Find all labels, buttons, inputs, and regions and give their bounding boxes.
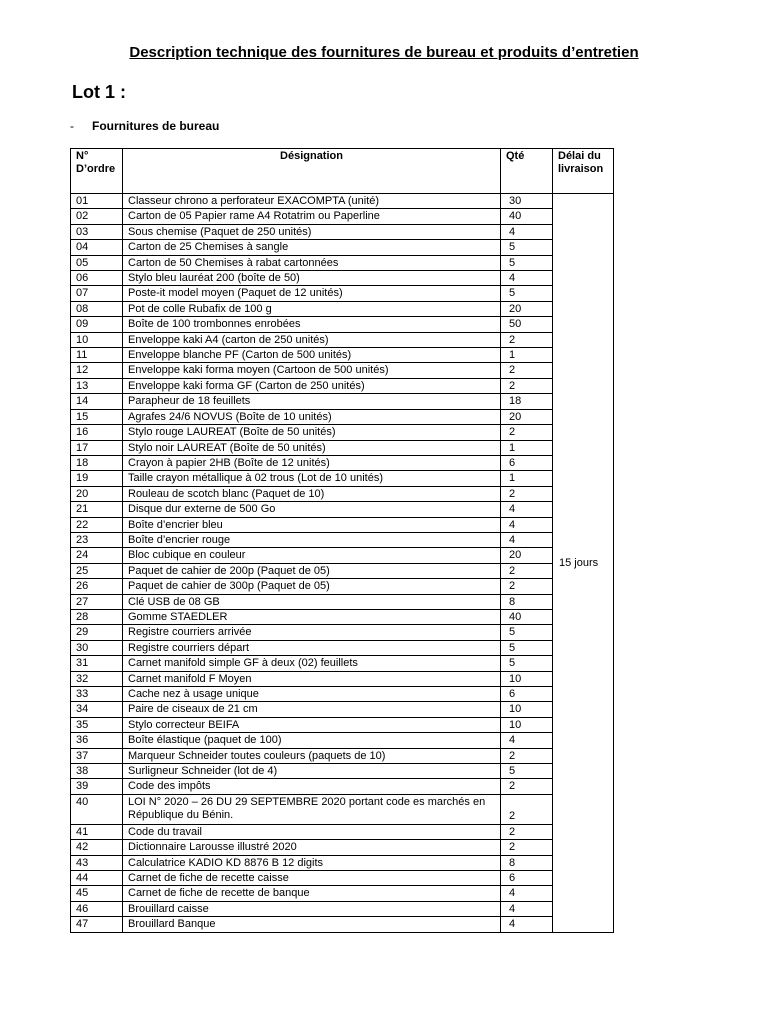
cell-qte: 2 [501, 332, 553, 347]
cell-num: 03 [71, 224, 123, 239]
cell-num: 29 [71, 625, 123, 640]
table-row [71, 363, 614, 378]
cell-num: 22 [71, 517, 123, 532]
table-row [71, 224, 614, 239]
cell-designation: Carton de 25 Chemises à sangle [123, 240, 501, 255]
cell-num: 44 [71, 871, 123, 886]
cell-designation: Carnet manifold simple GF à deux (02) feuillets [123, 656, 501, 671]
cell-num: 28 [71, 609, 123, 624]
cell-designation: Bloc cubique en couleur [123, 548, 501, 563]
cell-designation: Classeur chrono a perforateur EXACOMPTA (unité) [123, 194, 501, 209]
cell-qte: 2 [501, 486, 553, 501]
table-row [71, 702, 614, 717]
cell-designation: Crayon à papier 2HB (Boîte de 12 unités) [123, 455, 501, 470]
cell-qte: 6 [501, 455, 553, 470]
cell-designation: Carton de 05 Papier rame A4 Rotatrim ou Paperline [123, 209, 501, 224]
cell-num: 10 [71, 332, 123, 347]
cell-delai: 15 jours [553, 194, 614, 933]
table-row [71, 255, 614, 270]
table-row [71, 901, 614, 916]
cell-qte: 5 [501, 286, 553, 301]
cell-num: 04 [71, 240, 123, 255]
cell-num: 24 [71, 548, 123, 563]
cell-qte: 40 [501, 209, 553, 224]
table-row [71, 548, 614, 563]
cell-num: 05 [71, 255, 123, 270]
cell-designation: Stylo rouge LAUREAT (Boîte de 50 unités) [123, 425, 501, 440]
table-row [71, 794, 614, 824]
table-row [71, 502, 614, 517]
cell-qte: 10 [501, 717, 553, 732]
cell-qte: 2 [501, 824, 553, 839]
cell-num: 31 [71, 656, 123, 671]
cell-num: 11 [71, 348, 123, 363]
cell-designation: Marqueur Schneider toutes couleurs (paquets de 10) [123, 748, 501, 763]
header-designation: Désignation [123, 149, 501, 194]
cell-qte: 2 [501, 748, 553, 763]
cell-num: 16 [71, 425, 123, 440]
cell-designation: Stylo noir LAUREAT (Boîte de 50 unités) [123, 440, 501, 455]
cell-num: 01 [71, 194, 123, 209]
table-row [71, 917, 614, 932]
cell-qte: 2 [501, 425, 553, 440]
cell-designation: Rouleau de scotch blanc (Paquet de 10) [123, 486, 501, 501]
cell-designation: Agrafes 24/6 NOVUS (Boîte de 10 unités) [123, 409, 501, 424]
table-row [71, 717, 614, 732]
cell-qte: 5 [501, 625, 553, 640]
cell-qte: 6 [501, 871, 553, 886]
cell-qte: 5 [501, 640, 553, 655]
table-row [71, 671, 614, 686]
table-row [71, 455, 614, 470]
lot-heading: Lot 1 : [72, 82, 126, 102]
cell-qte: 4 [501, 224, 553, 239]
cell-designation: LOI N° 2020 – 26 DU 29 SEPTEMBRE 2020 portant code es marchés en République du Bénin. [123, 794, 501, 824]
cell-qte: 1 [501, 348, 553, 363]
table-row [71, 824, 614, 839]
cell-qte: 4 [501, 733, 553, 748]
cell-num: 36 [71, 733, 123, 748]
cell-qte: 18 [501, 394, 553, 409]
cell-num: 39 [71, 779, 123, 794]
cell-num: 19 [71, 471, 123, 486]
cell-num: 45 [71, 886, 123, 901]
header-qte: Qté [501, 149, 553, 194]
table-row [71, 517, 614, 532]
cell-qte: 4 [501, 886, 553, 901]
cell-designation: Enveloppe kaki A4 (carton de 250 unités) [123, 332, 501, 347]
cell-num: 06 [71, 271, 123, 286]
cell-designation: Parapheur de 18 feuillets [123, 394, 501, 409]
cell-num: 42 [71, 840, 123, 855]
cell-qte: 20 [501, 409, 553, 424]
cell-designation: Registre courriers arrivée [123, 625, 501, 640]
cell-designation: Brouillard Banque [123, 917, 501, 932]
cell-num: 25 [71, 563, 123, 578]
cell-qte: 20 [501, 301, 553, 316]
cell-qte: 2 [501, 563, 553, 578]
cell-qte: 20 [501, 548, 553, 563]
cell-qte: 4 [501, 517, 553, 532]
table-body [71, 194, 614, 933]
cell-num: 08 [71, 301, 123, 316]
cell-designation: Cache nez à usage unique [123, 687, 501, 702]
cell-designation: Boîte de 100 trombonnes enrobées [123, 317, 501, 332]
cell-designation: Boîte d’encrier bleu [123, 517, 501, 532]
table-row [71, 886, 614, 901]
cell-designation: Registre courriers départ [123, 640, 501, 655]
cell-num: 37 [71, 748, 123, 763]
cell-qte: 5 [501, 240, 553, 255]
table-row [71, 471, 614, 486]
cell-num: 20 [71, 486, 123, 501]
table-row [71, 687, 614, 702]
cell-qte: 50 [501, 317, 553, 332]
cell-qte: 10 [501, 702, 553, 717]
cell-qte: 4 [501, 271, 553, 286]
table-row [71, 855, 614, 870]
cell-qte: 10 [501, 671, 553, 686]
cell-num: 17 [71, 440, 123, 455]
section-heading [70, 119, 219, 133]
cell-designation: Code des impôts [123, 779, 501, 794]
cell-designation: Paire de ciseaux de 21 cm [123, 702, 501, 717]
cell-num: 14 [71, 394, 123, 409]
table-row [71, 194, 614, 209]
cell-num: 09 [71, 317, 123, 332]
cell-designation: Dictionnaire Larousse illustré 2020 [123, 840, 501, 855]
cell-num: 43 [71, 855, 123, 870]
bullet-dash: - [70, 119, 74, 133]
cell-designation: Carnet de fiche de recette de banque [123, 886, 501, 901]
cell-num: 26 [71, 579, 123, 594]
cell-qte: 4 [501, 532, 553, 547]
cell-qte: 8 [501, 594, 553, 609]
table-row [71, 348, 614, 363]
cell-num: 47 [71, 917, 123, 932]
cell-qte: 4 [501, 502, 553, 517]
table-row [71, 394, 614, 409]
cell-designation: Surligneur Schneider (lot de 4) [123, 764, 501, 779]
cell-designation: Stylo bleu lauréat 200 (boîte de 50) [123, 271, 501, 286]
table-row [71, 748, 614, 763]
cell-designation: Pot de colle Rubafix de 100 g [123, 301, 501, 316]
table-row [71, 625, 614, 640]
cell-designation: Clé USB de 08 GB [123, 594, 501, 609]
cell-num: 46 [71, 901, 123, 916]
table-row [71, 532, 614, 547]
section-title: Fournitures de bureau [92, 119, 220, 133]
table-row [71, 286, 614, 301]
table-row [71, 332, 614, 347]
table-row [71, 209, 614, 224]
cell-qte: 2 [501, 579, 553, 594]
cell-designation: Poste-it model moyen (Paquet de 12 unités) [123, 286, 501, 301]
cell-num: 34 [71, 702, 123, 717]
table-row [71, 594, 614, 609]
table-row [71, 271, 614, 286]
table-row [71, 640, 614, 655]
table-row [71, 409, 614, 424]
table-row [71, 440, 614, 455]
table-row [71, 871, 614, 886]
cell-designation: Taille crayon métallique à 02 trous (Lot de 10 unités) [123, 471, 501, 486]
cell-qte: 2 [501, 794, 553, 824]
cell-num: 41 [71, 824, 123, 839]
table-row [71, 579, 614, 594]
document-title: Description technique des fournitures de bureau et produits d’entretien [129, 44, 639, 61]
cell-num: 32 [71, 671, 123, 686]
table-row [71, 840, 614, 855]
cell-qte: 5 [501, 764, 553, 779]
cell-designation: Carnet de fiche de recette caisse [123, 871, 501, 886]
table-row [71, 563, 614, 578]
cell-designation: Enveloppe kaki forma moyen (Cartoon de 500 unités) [123, 363, 501, 378]
cell-num: 15 [71, 409, 123, 424]
cell-num: 18 [71, 455, 123, 470]
cell-qte: 8 [501, 855, 553, 870]
cell-qte: 6 [501, 687, 553, 702]
cell-num: 02 [71, 209, 123, 224]
cell-qte: 4 [501, 917, 553, 932]
table-row [71, 733, 614, 748]
cell-num: 33 [71, 687, 123, 702]
cell-designation: Gomme STAEDLER [123, 609, 501, 624]
cell-qte: 2 [501, 378, 553, 393]
table-row [71, 317, 614, 332]
cell-qte: 2 [501, 840, 553, 855]
cell-num: 13 [71, 378, 123, 393]
cell-designation: Brouillard caisse [123, 901, 501, 916]
cell-designation: Paquet de cahier de 300p (Paquet de 05) [123, 579, 501, 594]
cell-designation: Boîte élastique (paquet de 100) [123, 733, 501, 748]
cell-designation: Paquet de cahier de 200p (Paquet de 05) [123, 563, 501, 578]
supplies-table [70, 148, 614, 933]
cell-designation: Stylo correcteur BEIFA [123, 717, 501, 732]
table-row [71, 301, 614, 316]
cell-designation: Sous chemise (Paquet de 250 unités) [123, 224, 501, 239]
cell-num: 38 [71, 764, 123, 779]
cell-qte: 30 [501, 194, 553, 209]
cell-num: 27 [71, 594, 123, 609]
cell-qte: 5 [501, 255, 553, 270]
cell-num: 30 [71, 640, 123, 655]
header-delai: Délai du livraison [553, 149, 614, 194]
cell-designation: Disque dur externe de 500 Go [123, 502, 501, 517]
cell-designation: Carton de 50 Chemises à rabat cartonnées [123, 255, 501, 270]
table-row [71, 779, 614, 794]
table-row [71, 425, 614, 440]
cell-num: 35 [71, 717, 123, 732]
cell-designation: Enveloppe blanche PF (Carton de 500 unités) [123, 348, 501, 363]
cell-designation: Enveloppe kaki forma GF (Carton de 250 unités) [123, 378, 501, 393]
table-row [71, 240, 614, 255]
cell-num: 07 [71, 286, 123, 301]
cell-qte: 4 [501, 901, 553, 916]
cell-qte: 2 [501, 363, 553, 378]
header-num: N° D’ordre [71, 149, 123, 194]
cell-designation: Calculatrice KADIO KD 8876 B 12 digits [123, 855, 501, 870]
cell-qte: 1 [501, 471, 553, 486]
cell-qte: 5 [501, 656, 553, 671]
table-row [71, 486, 614, 501]
cell-qte: 2 [501, 779, 553, 794]
table-row [71, 378, 614, 393]
table-header-row [71, 149, 614, 194]
cell-designation: Boîte d’encrier rouge [123, 532, 501, 547]
cell-qte: 40 [501, 609, 553, 624]
cell-designation: Carnet manifold F Moyen [123, 671, 501, 686]
cell-num: 12 [71, 363, 123, 378]
cell-num: 23 [71, 532, 123, 547]
cell-qte: 1 [501, 440, 553, 455]
cell-num: 21 [71, 502, 123, 517]
table-row [71, 656, 614, 671]
cell-designation: Code du travail [123, 824, 501, 839]
table-row [71, 609, 614, 624]
table-row [71, 764, 614, 779]
cell-num: 40 [71, 794, 123, 824]
